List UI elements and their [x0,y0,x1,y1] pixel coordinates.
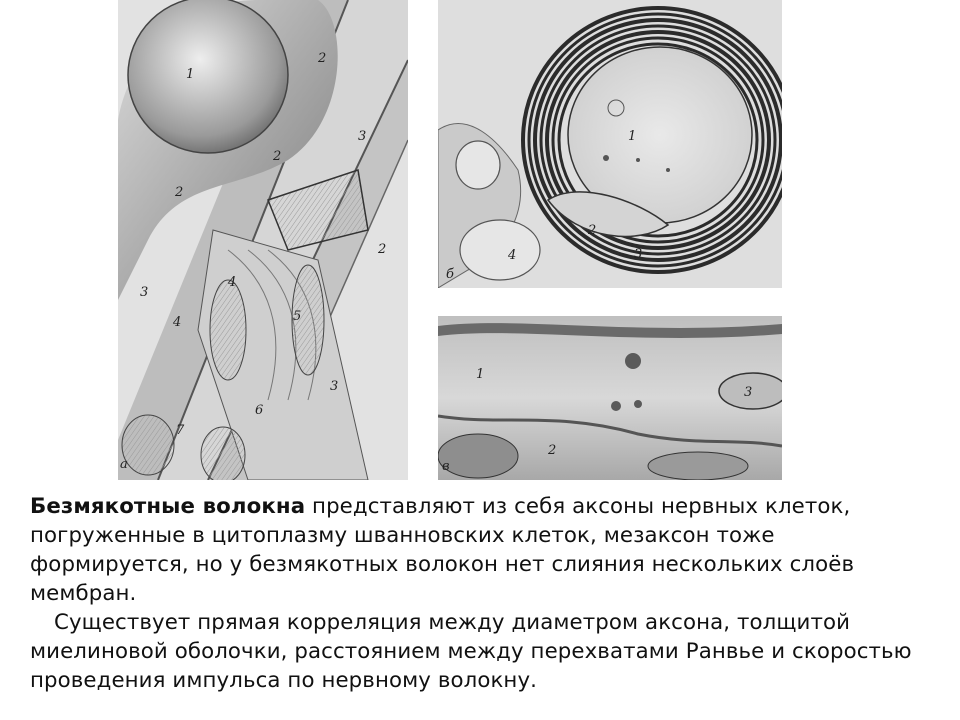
figure-b-micrograph [438,0,782,288]
fig-a-label: 6 [255,403,264,418]
term-unmyelinated-fibers: Безмякотные волокна [30,494,306,519]
figure-a-illustration [118,0,408,480]
fig-a-label: 5 [293,309,302,324]
fig-a-label: 2 [273,149,282,164]
fig-b-label: 2 [588,223,597,238]
fig-c-label: 3 [744,385,753,400]
fig-a-label: 2 [318,51,327,66]
paragraph-1-body: представляют из себя аксоны нервных клеток, погруженные в цитоплазму шванновских клеток, мезаксон тоже формируется, но у безмякотных волокон нет слияния нескольких слоёв мембран. [30,494,855,606]
figure-c-micrograph [438,316,782,480]
fig-a-label: 1 [186,67,195,82]
fig-b-label: б [446,267,454,282]
fig-c-label: 2 [548,443,557,458]
fig-a-label: 2 [378,242,387,257]
fig-b-label: 4 [508,248,517,263]
fig-a-label: 3 [330,379,339,394]
fig-a-label: 2 [175,185,184,200]
fig-b-label: 3 [634,247,643,262]
paragraph-2: Существует прямая корреляция между диаметром аксона, толщитой миелиновой оболочки, расстоянием между перехватами Ранвье и скоростью проведения импульса по нервному волокну. [30,610,912,693]
paragraph-1 [30,492,940,608]
fig-a-label: 4 [228,275,237,290]
fig-a-label: а [120,457,128,472]
fig-a-label: 4 [173,315,182,330]
body-text [30,492,940,695]
fig-a-label: 3 [358,129,367,144]
fig-c-label: в [442,459,450,474]
fig-a-label: 3 [140,285,149,300]
fig-a-label: 7 [176,423,185,438]
fig-b-label: 1 [628,129,637,144]
fig-c-label: 1 [476,367,485,382]
